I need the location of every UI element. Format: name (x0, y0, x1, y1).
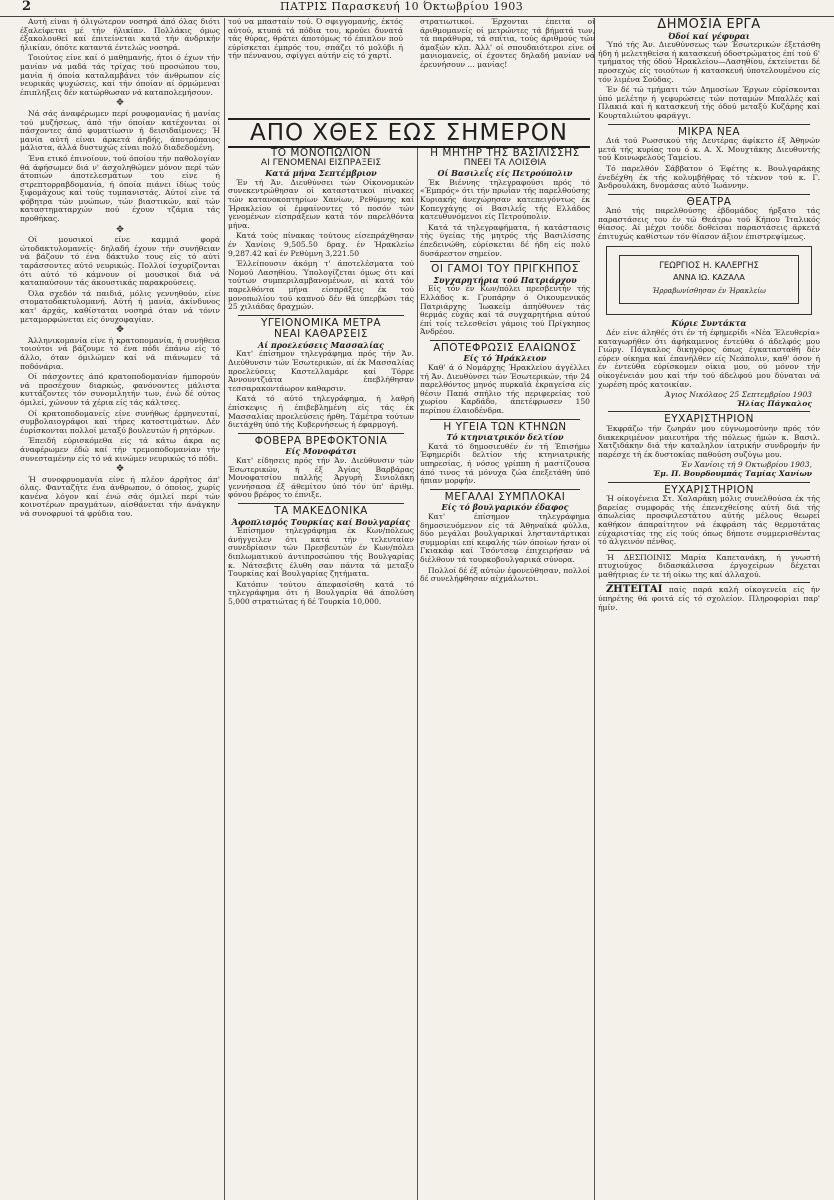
divider (238, 503, 404, 504)
divider (608, 124, 810, 125)
headline: ΤΟ ΜΟΝΟΠΩΛΙΟΝ (270, 147, 372, 159)
divider (430, 340, 580, 341)
paragraph: Κατά τούς πίνακας τούτους είσεπράχθησαν έν Χανίοις 9,505.50 δραχ. έν Ήρακλείω 9,287.42 καί έν Ρεθύμνη 3,221.50 (228, 231, 414, 258)
section-subtitle: Είς Μονοφάτσι (285, 446, 357, 457)
subheadline: ΠΝΕΕΙ ΤΑ ΛΟΙΣΘΙΑ (463, 157, 547, 168)
headline: ΦΟΒΕΡΑ ΒΡΕΦΟΚΤΟΝΙΑ (254, 434, 388, 447)
continuation-left: τού να μπασταίν τού. Ό σφιγγομανής, έκτός αύτού, κτυπά τά πόδια του, κρούει δυνατά τάς θύρας, θράτει άποτόμως τό έπιπλον πού εύρίσκεται έμπρός του, σπάζει τό μολύβι ή τήν πέννανου, σφίγγει αύτήν είς τό χαρτί. (228, 17, 403, 61)
section-subtitle: Όδοί καί γέφυραι (668, 30, 750, 41)
paragraph: Είς τόν έν Κων/πόλει πρεσβευτήν τής Ελλάδος κ. Γρυπάρην ό Οικουμενικός Πατριάρχης Ίωακείμ άπηύθυνεν τάς θερμάς εύχάς καί τά συγχαρητήρια αύτού έπί τοίς τελεσθείσι γάμοις τού Πρίγκηπος Άνδρέου. (420, 284, 590, 337)
paragraph: Έπειδή εύρισκόμεθα είς τά κάτω άκρα ας άναφέρωμεν έδώ καί τήν τρεμοποδομανίαν τήν συνεσταμένην είς τό νά κινώμεν νευρικώς τό πόδι. (20, 436, 220, 463)
paragraph: Όλα σχεδόν τά παιδιά, μόλις γεννηθούν, είνε στοματοδακτυλομανή. Αύτή ή μανία, άκίνδυνος κατ' άρχάς, καθίσταται νοσηρά όταν νά τόνιν μεταμορφώνεται είς όνυχοφαγίαν. (20, 288, 220, 324)
headline: ΑΠΟΤΕΦΡΩΣΙΣ ΕΛΑΙΩΝΟΣ (433, 341, 577, 354)
paragraph: Αυτή είναι ή όλιγώτερον νοσηρά άπό όλας διότι έξαλείφεται μέ τήν ήλικίαν. Πολλάκις όμως έξακολουθεί καί έπιτείνεται κατά τήν άνδρικήν ήλικίαν, όπότε καταντά έντελώς νοσηρά. (20, 18, 220, 52)
section-subtitle: Συγχαρητήρια τού Πατριάρχου (433, 274, 577, 285)
paragraph: Ή ΔΕΣΠΟΙΝΙΣ Μαρία Καπετανάκη, ή γνωστή πτυχιούχος διδασκάλισσα έργοχείρων δέχεται μαθήτριας έν τε τή οίκω της καί άλλαχού. (598, 552, 820, 579)
classified-ad (598, 586, 820, 612)
divider (238, 433, 404, 434)
divider (430, 419, 580, 420)
signature: Ήλίας Πάγκαλος (736, 398, 812, 408)
paragraph: Διά τού Ρωσσικού τής Δευτέρας άφίκετο έξ Άθηνών μετά τής κυρίας του ό κ. Α. Χ. Μουχτάκης Διευθυντής τού Κοινωφελούς Ταμείου. (598, 136, 820, 163)
section-subtitle: Κύριε Συντάκτα (671, 318, 747, 329)
paragraph: Οί μουσικοί είνε καμμιά φορά ώτοδακτυλομανείς· δηλαδή έχουν τήν συνήθειαν νά βάζουν τό ένα δάκτυλο τους είς τό αύτί ταράσσοντες αύτό νευρικώς. Πολλοί ίσχυρίζονται ότι αύτό τό κάμνουν οί μουσικοί διά νά καταπαύσουν τάς άκουστικάς παρακρούσεις. (20, 235, 220, 288)
divider (608, 482, 810, 483)
paragraph: Έκ Βιέννης τηλεγραφούσι πρός τό «Έμπρός» ότι τήν πρωΐαν τής παρελθούσης Κυριακής άνεχώρησαν κατεπειγόντως έκ Κοπεγχάγης οί Βασιλεΐς τής Ελλάδος κατευθυνόμενοι είς Πετρούπολιν. (420, 177, 590, 222)
column-rule (594, 18, 595, 1200)
headline: ΔΗΜΟΣΙΑ ΕΡΓΑ (657, 18, 761, 32)
classified-text: παίς παρά καλή οίκογενεία είς ήν ύπηρέτης θά φοιτά είς τό σχολείον. Πληροφορίαι παρ' ήμίν. (598, 585, 820, 612)
divider (430, 489, 580, 490)
paragraph: Κατ' έπίσημον τηλεγράφημα δημοσιευόμενον είς τά Άθηναϊκά φύλλα, δύο μεγάλαι βουλγαρικαί λησταντάρτικαι συμμορίαι επί κεφαλής τών όποίων ήσαν οί Γκιακάφ καί Τσόντσεφ έπιχειρήσαν νά διέλθουν τά τουρκοβουλγαρικά σύνορα. (420, 511, 590, 564)
paragraph: Κατά τό αύτό τηλεγράφημα, ή λαθρή έπίσκεψις ή έπιβεβλημένη είς τάς έκ Μασσαλίας προελεύσεις ήρθη. Τάμέτρα τούτων διετάχθη ύπό τής Κυβερνήσεως ή έφαρμογή. (228, 394, 414, 430)
masthead: ΠΑΤΡΙΣ Παρασκευή 10 Όκτωβρίου 1903 (280, 0, 524, 13)
paragraph: Ύπό τής Άν. Διευθύνσεως τών Έσωτερικών έξετάσθη ήδη ή μελετηθείσα ή κατασκευή όδοστρώματος έπί τού 6' τμήματος τής όδού Ήρακλείου—Λασηθίου, έκτείνεται δέ προσεχώς είς τοιούτων ή κατασκευή ύποτελουμένου είς τόν λιμένα Σούδας. (598, 40, 820, 84)
engagement-inner-frame (619, 255, 799, 305)
continuation-right: στρατιωτικοί. Έρχονται έπειτα οί άριθμομανείς οί μετρώντες τά βήματά των, τά παράθυρα, τά σπίτια, τούς άριθμούς τών άμαξών κλπ. Άλλ' οί σπουδαιότεροι είνε οί μανιομανείς, οί έχοντες δηλαδή μανίαν νά έρευνήσουν ... μανίας! (420, 17, 595, 69)
paragraph: Ένα ετικό έπινοίουν, τού όποίου τήν παθολογίαν θά άφήσωμεν διά ν' άσχοληθώμεν μόνον περί τών άτοπιών άποτελεσμάτων του είνε ή στρεπτορραβδομανία, ή όποία πιάνει ίδίως τούς ξιφομάχους καί τούς τυμπανιστάς. Αύτοί είνε τά φόβητρα τών μυώπων, τών βιαστικών, καί τών καταστηματαρχών πού έχουν τζάμια τάς προθήκας. (20, 153, 220, 224)
paragraph: Καθ' ά ό Νομάρχης Ήρακλείου άγγέλλει τή Άν. Διευθύνσει τών Έσωτερικών, τήν 24 παρελθόντος μηνός πυρκαϊά έκραγείσα είς θέσιν Παπά σπήλιο τής περιφερείας τού χωρίου Καρδάδο, άπετέφρωσεν 150 περίπου έλαιοδένδρα. (420, 363, 590, 416)
headline: ΝΕΑΙ ΚΑΘΑΡΣΕΙΣ (274, 328, 368, 341)
column-rule (224, 18, 225, 1200)
paragraph: Ή οίκογένεια Στ. Χαλαράκη μόλις συνελθούσα έκ τής βαρείας συμφοράς τής έπενεχθείσης αύτή διά τής άπωλείας προσφιλεστάτου αύτής μέλους θεωρεί καθήκον άπαραίτητον νά έκφράση τάς θερμοτάτας εύχαριστίας της είς τούς όπως δήποτε συμμερισθέντας τό άλγεινόν πένθος. (598, 494, 820, 547)
divider (430, 261, 580, 262)
engagement-notice (606, 246, 812, 316)
divider (608, 411, 810, 412)
section-subtitle: Αί προελεύσεις Μασσαλίας (257, 339, 385, 350)
paragraph: Έν δέ τώ τμήματι τών Δημοσίων Έργων εύρίσκονται ύπό μελέτην ή γεφυρώσεις τών ποταμών Μπαλλές καί Πλακιά καί ή κατασκευή τής όδού μεταξύ Κυζάρης καί Κουρταλιώτου φαράγγι. (598, 85, 820, 120)
paragraph: Τό παρελθόν Σάββατον ό Έφέτης κ. Βουλγαράκης ένεδέχθη έκ τής κολυμβήθρας τό τέκνον τού κ. Γ. Άνδρουλάκη, δνομάσας αύτό Ίωάννην. (598, 163, 820, 191)
paragraph: Έν τή Άν. Διευθύνσει τών Οίκονομικών συνεκεντρώθησαν οί καταστατικοί πίνακες τών κατανοκοπτηρίων Χανίων, Ρεθύμνης καί Ήρακλείου οί έμφαίνοντες τό ποσόν τών γενομένων είσπράξεων κατά τόν παρελθόντα μήνα. (228, 177, 414, 230)
headline: Η ΥΓΕΙΑ ΤΩΝ ΚΤΗΝΩΝ (443, 420, 567, 433)
engagement-name-2: ΑΝΝΑ ΙΩ. ΚΑΖΑΛΑ (673, 273, 745, 283)
engagement-note: Ήρραβωνίσθησαν έν Ήρακλείω (652, 286, 766, 295)
paragraph: Κατόπιν τούτου άπεφασίσθη κατά τό τηλεγράφημα ότι ή Βουλγαρία θά άπολύση 5,000 στρατιώτας ή δέ Τουρκία 10,000. (228, 579, 414, 606)
signature-place: Άγιος Νικόλαος 25 Σεπτεμβρίου 1903 (664, 390, 812, 400)
divider (608, 194, 810, 195)
section-subtitle: Είς τό βουλγαρικόν έδαφος (441, 502, 569, 513)
paragraph: Άλληνικομανία είνε ή κρατοπομανία, ή συνήθεια τοιούτοι νά βάζουμε τό ένα πόδι έπάνω είς τό άλλο, όταν όμιλώμεν καί νά πιάνωμεν τά ποδόνάρια. (20, 335, 220, 371)
paragraph: Κατά τά τηλεγραφήματα, ή κατάστασις τής ύγείας τής μητρός τής Βασιλίσσης έπεδεινώθη, εύρίσκεται δέ ήδη είς πολύ δυσάρεστον σημείον. (420, 222, 590, 258)
headline: ΤΑ ΜΑΚΕΔΟΝΙΚΑ (274, 504, 368, 517)
headline: ΕΥΧΑΡΙΣΤΗΡΙΟΝ (664, 483, 754, 496)
paragraph: Ή συνοφρυομανία είνε ή πλέον άρρήτος άπ' όλας. Φανταζήτε ένα άνθρωπον, ό όποίος, χωρίς κανένα λόγον καί ένώ σάς όμιλεί περί τών κοινοτέρων πραγμάτων, αίσθάνεται τήν άνάγκην νά συνοφρυοί τά φρύδια του. (20, 474, 220, 519)
column-1 (20, 18, 220, 1200)
paragraph: Έκφράζω τήν ζωηράν μου εύγνωμοσύνην πρός τόν διακεκριμένον μαιευτήρα τής πόλεως ήμών κ. Βασιλ. Χατζιδάκην διά τήν καταληλον ίατρικήν συνδρομήν ήν παρέσχε τή έκ δυστοκίας παθούση συζύγω μου. (598, 423, 820, 459)
page-number: 2 (22, 0, 32, 14)
section-banner: ΑΠΟ ΧΘΕΣ ΕΩΣ ΣΗΜΕΡΟΝ (228, 118, 590, 148)
paragraph: Οί κρατοποδομανείς είνε συνήθως έρμηνευταί, συμβολαιογράφοι καί τήρες κατοστιμάτων. Δέν έυρίσκονται πολλοί μεταξύ βουλευτών ή ρητόρων. (20, 408, 220, 435)
paragraph: Κατ' έπίσημον τηλεγράφημα πρός τήν Άν. Διεύθυνσιν τών Έσωτερικών, αί έκ Μασσαλίας προελεύσεις Καστελλαμάρε καί Τόρρε Άννουντζιάτα έπεβλήθησαν τεσσαρακοντάωρον καθαρσιν. (228, 349, 414, 393)
column-2 (228, 146, 414, 1200)
divider (608, 582, 810, 583)
paragraph: Έπίσημον τηλεγράφημα έκ Κων/πόλεως άνήγγειλεν ότι κατά τήν τελευταίαν συνεδρίασιν τών Πρεσβευτών έν Κων/πόλει διπλωματικού άντιπροσώπου τής Βουλγαρίας κ. Νάτσεβιτς έλυθη σαν πάντα τά μεταξύ Τουρκίας καί Βουλγαρίας ζητήματα. (228, 526, 414, 579)
section-subtitle: Τό κτηνιατρικόν δελτίον (446, 432, 564, 443)
paragraph: Τοιούτος είνε καί ό μαθημανής, ήτοι ό έχων τήν μανίαν νά μαδά τάς τρίχας τού προσώπου του, μανία ή όποία καταλαμβάνει τόν άνθρωπον είς νευρικάς ψυχώσεις, καί τήν όποίαν αί όρμώμεναι έπιπλήξεις δέν κατώρθωσαν νά καταπολεμήσουν. (20, 53, 220, 97)
headline: ΜΙΚΡΑ ΝΕΑ (677, 125, 741, 138)
headline: ΜΕΓΑΛΑΙ ΣΥΜΠΛΟΚΑΙ (444, 490, 566, 503)
subheadline: ΑΙ ΓΕΝΟΜΕΝΑΙ ΕΙΣΠΡΑΞΕΙΣ (260, 157, 382, 168)
page-header (0, 0, 834, 17)
section-subtitle: Οί Βασιλεΐς είς Πετρούπολιν (437, 168, 573, 179)
paragraph: Πολλοί δέ έξ αύτών έφονεύθησαν, πολλοί δέ συνελήφθησαν αίχμάλωτοι. (420, 565, 590, 584)
paragraph: Έλλείπουσιν άκόμη τ' άποτελέσματα τού Νομού Λασηθίου. Ύπολογίζεται όμως ότι καί τούτων συμπεριλαμβανομένων, αί κατά τόν παρελθόντα μήνα είσπράξεις έκ τού μονοπωλίου τού καπνού δέν θά ύπερβώσι τάς 25 χιλιάδας δραχμών. (228, 259, 414, 312)
paragraph: Άπό τής παρελθούσης έβδομάδος ήρξατο τάς παραστάσεις του έν τώ Θεάτρω τού Κήπου Ίταλικός θίασος. Αί μέχρι τούδε δοθείσαι παραστάσεις άρκετά έπιτυχώς καθίστων τόν θίασον άξιον έπιστρεψίμεως. (598, 206, 820, 242)
headline: ΕΥΧΑΡΙΣΤΗΡΙΟΝ (664, 413, 754, 426)
paragraph: Νά σάς άναφέρωμεν περί ρουφομανίας ή μανίας τού μυζήσεως, άπό τήν όποίαν κατέχονται οί πάσχοντες άπό φυματίωσιν ή δεισιδαίμονες; Ή μανία αύτή είναι άρκετά άηδής, άποτρόπαιος μάλιστα, άλλά δυστυχώς είναι πολύ διαδεδομένη. (20, 108, 220, 153)
paragraph: Κατά τό δημοσιευθέν έν τή Έπισήμω Έφημερίδι δελτίον τής κτηνιατρικής υπηρεσίας, ή νόσος γρίππη ή μαστίζουσα άπό τινος τά μόνυχα ζώα έπεξετάθη ύπό ήπιαν μορφήν. (420, 441, 590, 486)
ornament-icon: ✥ (116, 325, 124, 336)
signature-place: Έν Χανίοις τή 9 Όκτωβρίου 1903, (680, 460, 812, 470)
section-subtitle: Κατά μήνα Σεπτέμβριον (265, 168, 377, 179)
signature: Έμ. Π. Βουρδουμπάς Ταμίας Χανίων (653, 468, 812, 478)
paragraph: Οί πάσχοντες άπό κρατοποδομανίαν ήμπορούν νά προσέχουν διαρκώς, φανόνοντες μάλιστα κυττάζοντες τόν συνομιλητήν των, ένώ δέ ούτος όμιλεί, χώνουν τά χέρια είς τάς κάλτσες. (20, 372, 220, 407)
column-3 (420, 146, 590, 1200)
classified-keyword: ΖΗΤΕΙΤΑΙ (606, 584, 663, 596)
divider (608, 550, 810, 551)
engagement-name-1: ΓΕΩΡΓΙΟΣ Η. ΚΑΛΕΡΓΗΣ (659, 260, 759, 271)
column-4 (598, 18, 820, 1200)
headline: ΥΓΕΙΟΝΟΜΙΚΑ ΜΕΤΡΑ (260, 316, 382, 329)
headline: ΟΙ ΓΑΜΟΙ ΤΟΥ ΠΡΙΓΚΗΠΟΣ (431, 263, 579, 276)
section-subtitle: Είς τό Ήράκλειον (463, 353, 547, 364)
ornament-icon: ✥ (116, 224, 124, 235)
paragraph: Κατ' είδησεις πρός τήν Άν. Διεύθυνσιν τών Έσωτερικών, ή έξ Άγίας Βαρβάρας Μονοφατσίου παλλής Άργυρή Σινιολάκη γεννήσασα έξ άθεμίτου ύπό τόν ύπ' άριθμ. φόνου βρέφος το έπνιξε. (228, 456, 414, 500)
section-subtitle: Άφοπλισμός Τουρκίας καί Βουλγαρίας (231, 516, 411, 527)
ornament-icon: ✥ (116, 98, 124, 109)
headline: ΘΕΑΤΡΑ (686, 195, 732, 208)
paragraph: Δέν είνε άληθές ότι έν τή έφημερίδι «Νέα Έλευθερία» καταγωρήθεν ότι άφήκαμενος έντεύθα ό άδελφός μου Γιώργ. Πάγκαλος δικηγόρος όπως έγκατασταθή δέν εύρεν οίκημα καί έπανήλθεν είς Νεάπολιν, καθ' όσον ή έν έντεύθα εύρίσκομεν οίκια μου, ού μόνον τήν οίκογένειάν μου καί τήν τού άδελφού μου δύναται νά χωρέση πρός κατοικίαν. (598, 328, 820, 389)
divider (238, 315, 404, 316)
headline: Η ΜΗΤΗΡ ΤΗΣ ΒΑΣΙΛΙΣΣΗΣ (430, 147, 580, 159)
ornament-icon: ✥ (116, 464, 124, 475)
column-rule (417, 146, 418, 1200)
